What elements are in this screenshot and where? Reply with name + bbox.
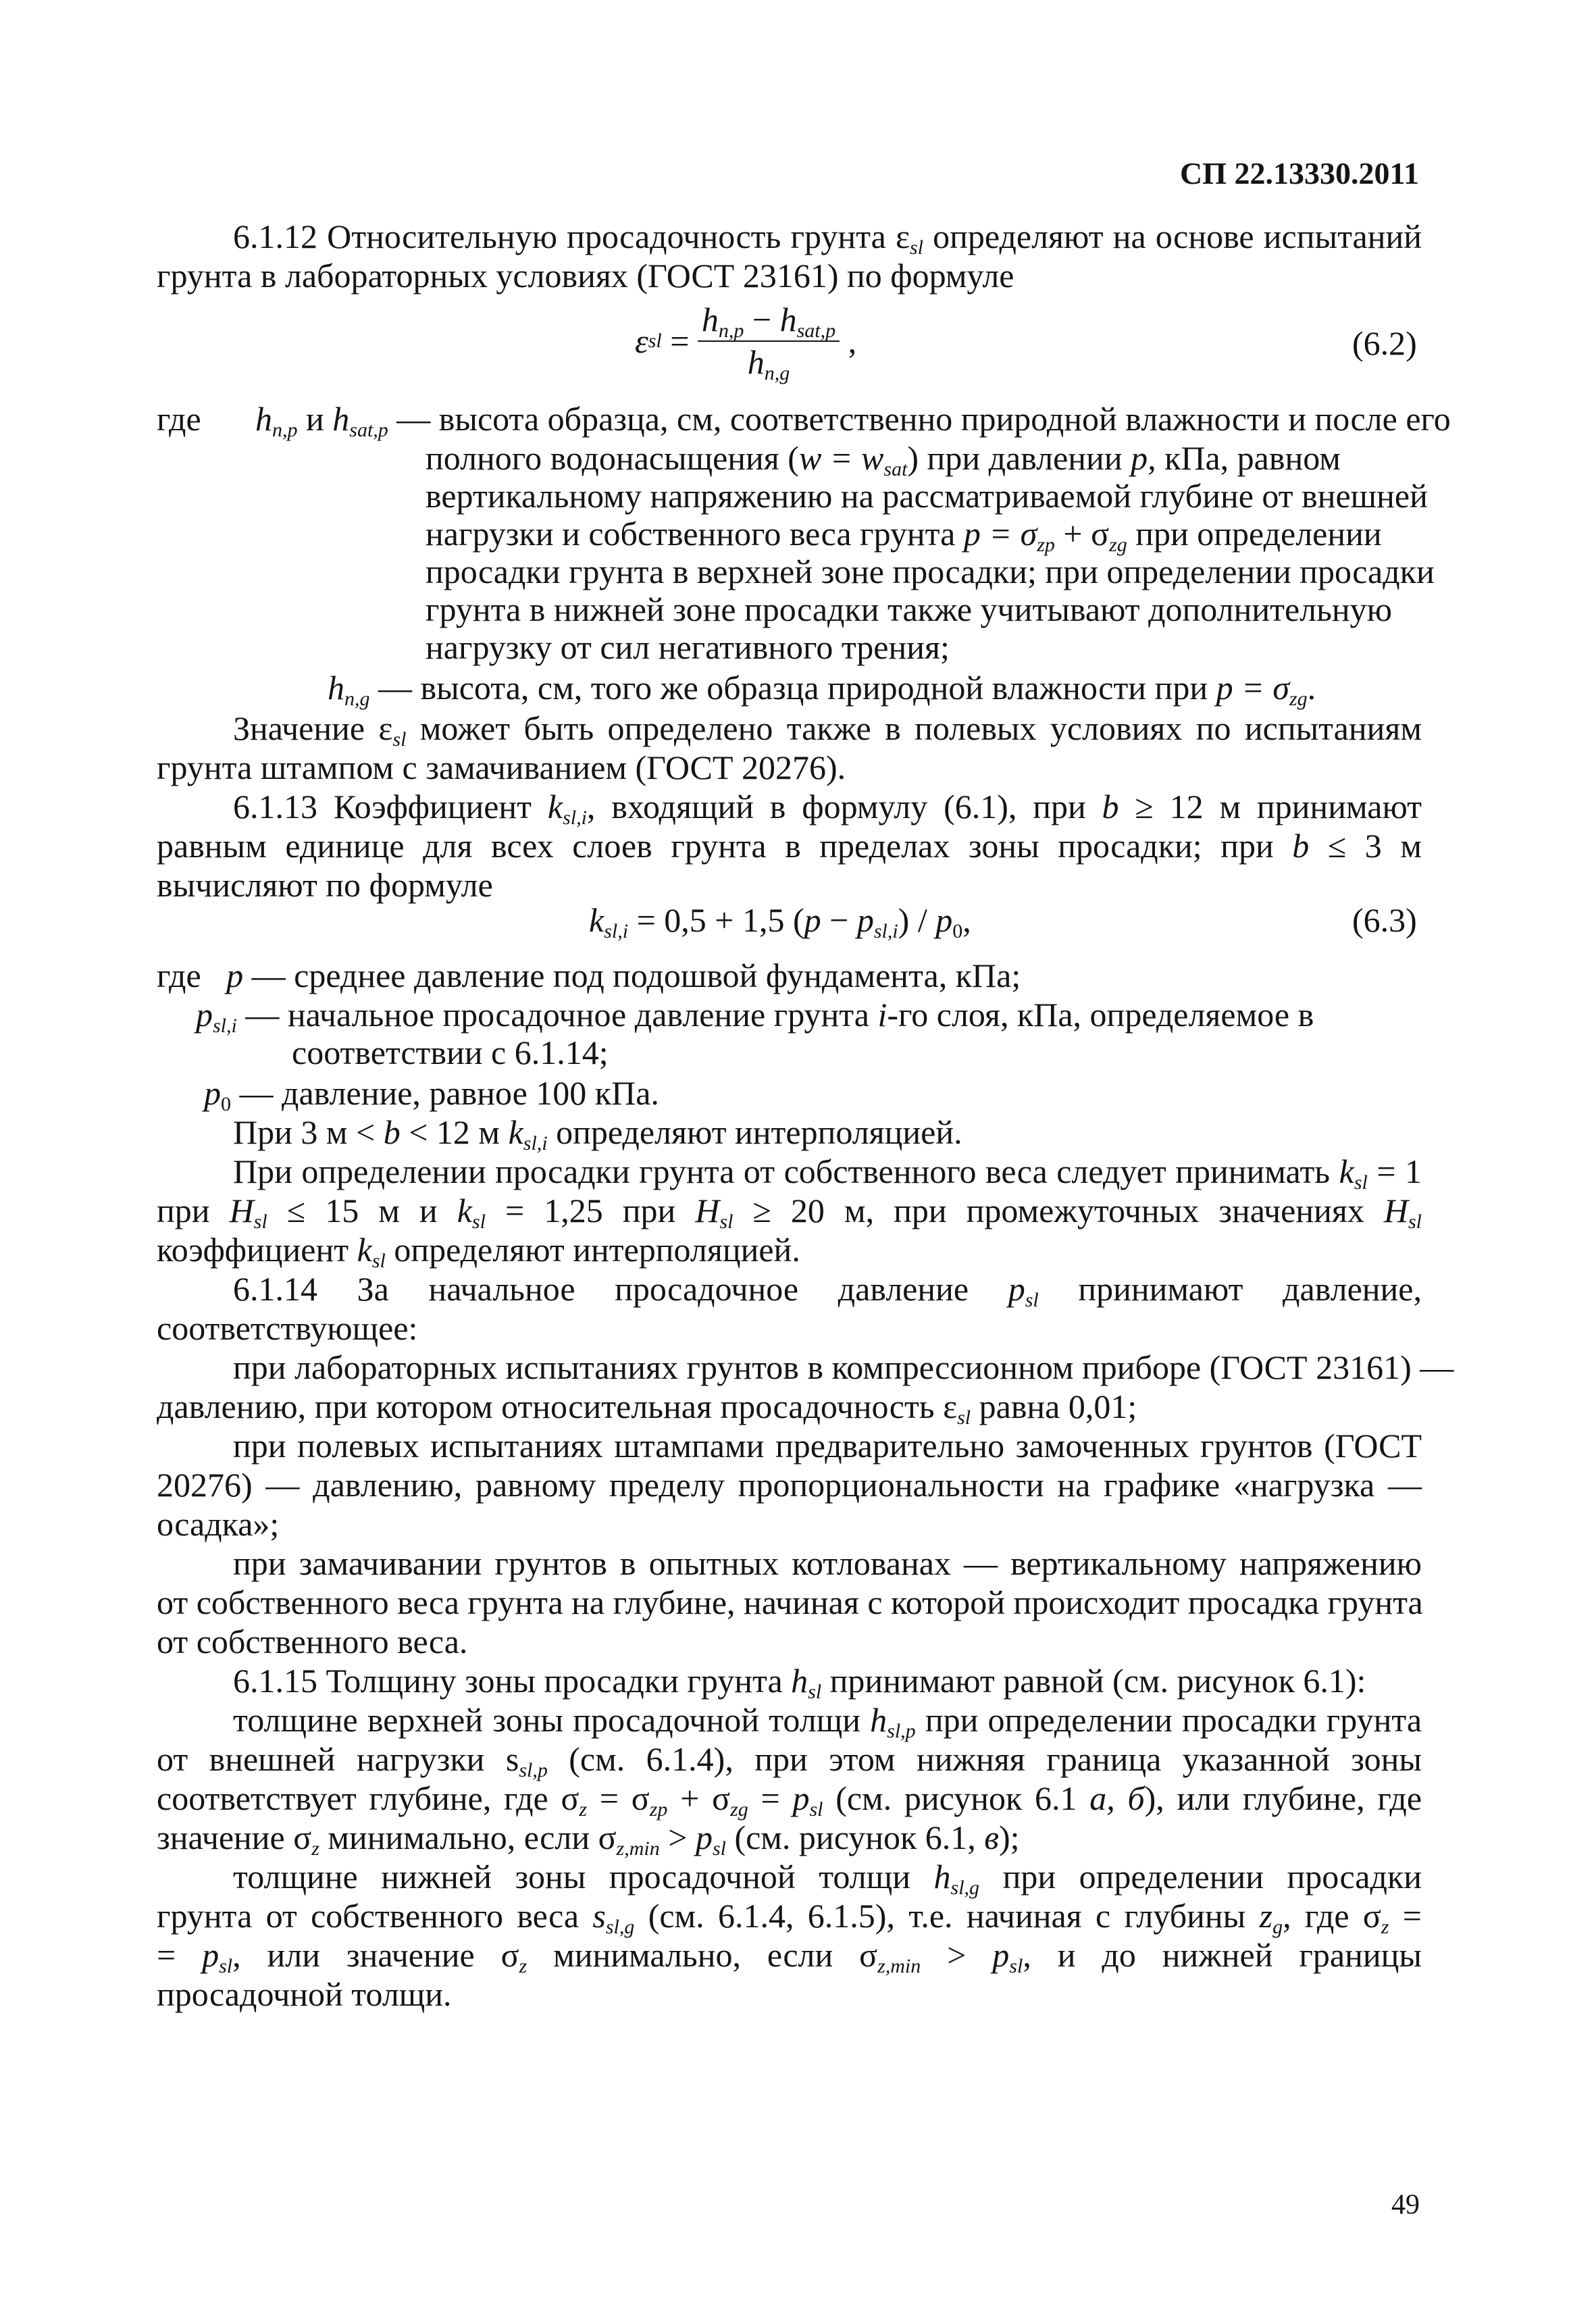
para-6-1-12-line-1: 6.1.12 Относительную просадочность грунта $\varepsilon_{sl}$ определяют на основе испытаний	[233, 218, 1422, 259]
para-6-1-14-item-2-line-2: 20276) — давлению, равному пределу пропорциональности на графике «нагрузка —	[157, 1466, 1422, 1504]
para-6-1-14-item-1-line-2: давлению, при котором относительная просадочность $\varepsilon_{sl}$ равна 0,01;	[157, 1388, 1137, 1429]
para-own-weight-line-1: При определении просадки грунта от собственного веса следует принимать $k_{sl} = 1$	[233, 1152, 1422, 1194]
para-interpolation: При 3 м < b < 12 м $k_{sl,i}$ определяют интерполяцией.	[233, 1113, 962, 1154]
where-6-3-item-2: $p_{sl,i}$ — начальное просадочное давление грунта i-го слоя, кПа, определяемое в	[196, 996, 1314, 1037]
para-6-1-15-line-1: 6.1.15 Толщину зоны просадки грунта $h_{sl}$ принимают равной (см. рисунок 6.1):	[233, 1662, 1366, 1703]
formula-6-3: $k_{sl,i} = 0,5 + 1,5$ $(p - p_{sl,i}) / p_0$,	[589, 901, 971, 942]
page-number: 49	[1391, 2189, 1420, 2220]
where-6-3-item-2-line-2: соответствии с 6.1.14;	[292, 1034, 609, 1071]
para-value-line-2: грунта штампом с замачиванием (ГОСТ 20276).	[157, 748, 846, 786]
para-6-1-15-b-line-2: грунта от собственного веса $s_{sl,g}$ (см. 6.1.4, 6.1.5), т.е. начиная с глубины $z_g$, где $\sigma_z$ =	[157, 1897, 1422, 1938]
para-6-1-15-b-line-4: просадочной толщи.	[157, 1975, 452, 2013]
para-6-1-14-line-1: 6.1.14 За начальное просадочное давление $p_{sl}$ принимают давление,	[233, 1270, 1422, 1311]
para-6-1-15-a-line-4: значение $\sigma_z$ минимально, если $\sigma_{z,min} > p_{sl}$ (см. рисунок 6.1, в);	[157, 1819, 1020, 1860]
standard-code-header: СП 22.13330.2011	[1180, 156, 1419, 190]
formula-6-3-number: (6.3)	[1352, 901, 1417, 939]
where-6-2-item-1-line-7: нагрузку от сил негативного трения;	[426, 628, 950, 666]
formula-6-2: ε sl = $\frac{h_{n,p} - h_{sat,p}}{h_{n,g}}$ ,	[635, 301, 857, 384]
para-6-1-15-b-line-1: толщине нижней зоны просадочной толщи $h_{sl,g}$ при определении просадки	[233, 1858, 1422, 1899]
para-6-1-14-item-1-line-1: при лабораторных испытаниях грунтов в компрессионном приборе (ГОСТ 23161) —	[233, 1348, 1454, 1386]
para-value-line-1: Значение $\varepsilon_{sl}$ может быть определено также в полевых условиях по испытаниям	[233, 709, 1422, 751]
para-6-1-12-line-2: грунта в лабораторных условиях (ГОСТ 23161) по формуле	[157, 257, 1014, 295]
para-6-1-14-item-2-line-1: при полевых испытаниях штампами предварительно замоченных грунтов (ГОСТ	[233, 1427, 1422, 1465]
where-6-2-item-1-line-6: грунта в нижней зоне просадки также учитывают дополнительную	[426, 590, 1393, 628]
para-6-1-13-line-1: 6.1.13 Коэффициент $k_{sl,i}$, входящий в формулу (6.1), при b ≥ 12 м принимают	[233, 788, 1422, 829]
para-6-1-15-a-line-3: соответствует глубине, где $\sigma_z = \sigma_{zp} + \sigma_{zg} = p_{sl}$ (см. рисунок 6.1 а, б), или глубине, где	[157, 1779, 1422, 1821]
where-6-2-item-1-line-5: просадки грунта в верхней зоне просадки; при определении просадки	[426, 553, 1435, 590]
where-6-2-item-1-line-2: полного водонасыщения $(w = w_{sat})$ при давлении p, кПа, равном	[426, 439, 1341, 480]
where-6-3-item-1: где p — среднее давление под подошвой фундамента, кПа;	[157, 957, 1021, 994]
where-6-2-item-1-line-4: нагрузки и собственного веса грунта $p = \sigma_{zp} + \sigma_{zg}$ при определении	[426, 515, 1382, 556]
where-label-6-2: где	[157, 400, 201, 438]
para-6-1-13-line-3: вычисляют по формуле	[157, 866, 493, 904]
para-6-1-14-item-3-line-2: от собственного веса грунта на глубине, начиная с которой происходит просадка грунта	[157, 1583, 1423, 1621]
para-6-1-14-item-3-line-3: от собственного веса.	[157, 1623, 468, 1660]
para-6-1-14-line-2: соответствующее:	[157, 1309, 418, 1347]
para-6-1-14-item-3-line-1: при замачивании грунтов в опытных котлованах — вертикальному напряжению	[233, 1544, 1422, 1582]
para-own-weight-line-2: при $H_{sl} \le 15$ м и $k_{sl} = 1,25$ при $H_{sl} \ge 20$ м, при промежуточных значениях $H_{sl}$	[157, 1192, 1422, 1233]
where-6-2-item-2: $h_{n,g}$ — высота, см, того же образца природной влажности при $p = \sigma_{zg}$.	[328, 669, 1316, 710]
where-6-3-item-3: $p_0$ — давление, равное 100 кПа.	[204, 1074, 659, 1115]
para-own-weight-line-3: коэффициент $k_{sl}$ определяют интерполяцией.	[157, 1231, 800, 1272]
para-6-1-14-item-2-line-3: осадка»;	[157, 1505, 280, 1543]
para-6-1-15-b-line-3: = $p_{sl}$, или значение $\sigma_z$ минимально, если $\sigma_{z,min} > p_{sl}$, и до нижней границы	[157, 1936, 1422, 1977]
para-6-1-13-line-2: равным единице для всех слоев грунта в пределах зоны просадки; при b ≤ 3 м	[157, 827, 1422, 865]
para-6-1-15-a-line-2: от внешней нагрузки $s_{sl,p}$ (см. 6.1.4), при этом нижняя граница указанной зоны	[157, 1740, 1422, 1781]
para-6-1-15-a-line-1: толщине верхней зоны просадочной толщи $h_{sl,p}$ при определении просадки грунта	[233, 1701, 1422, 1742]
where-6-2-item-1-line-3: вертикальному напряжению на рассматриваемой глубине от внешней	[426, 477, 1428, 515]
where-6-2-item-1: $h_{n,p}$ и $h_{sat,p}$ — высота образца, см, соответственно природной влажности и после его	[255, 400, 1451, 441]
formula-6-2-number: (6.2)	[1352, 324, 1417, 362]
